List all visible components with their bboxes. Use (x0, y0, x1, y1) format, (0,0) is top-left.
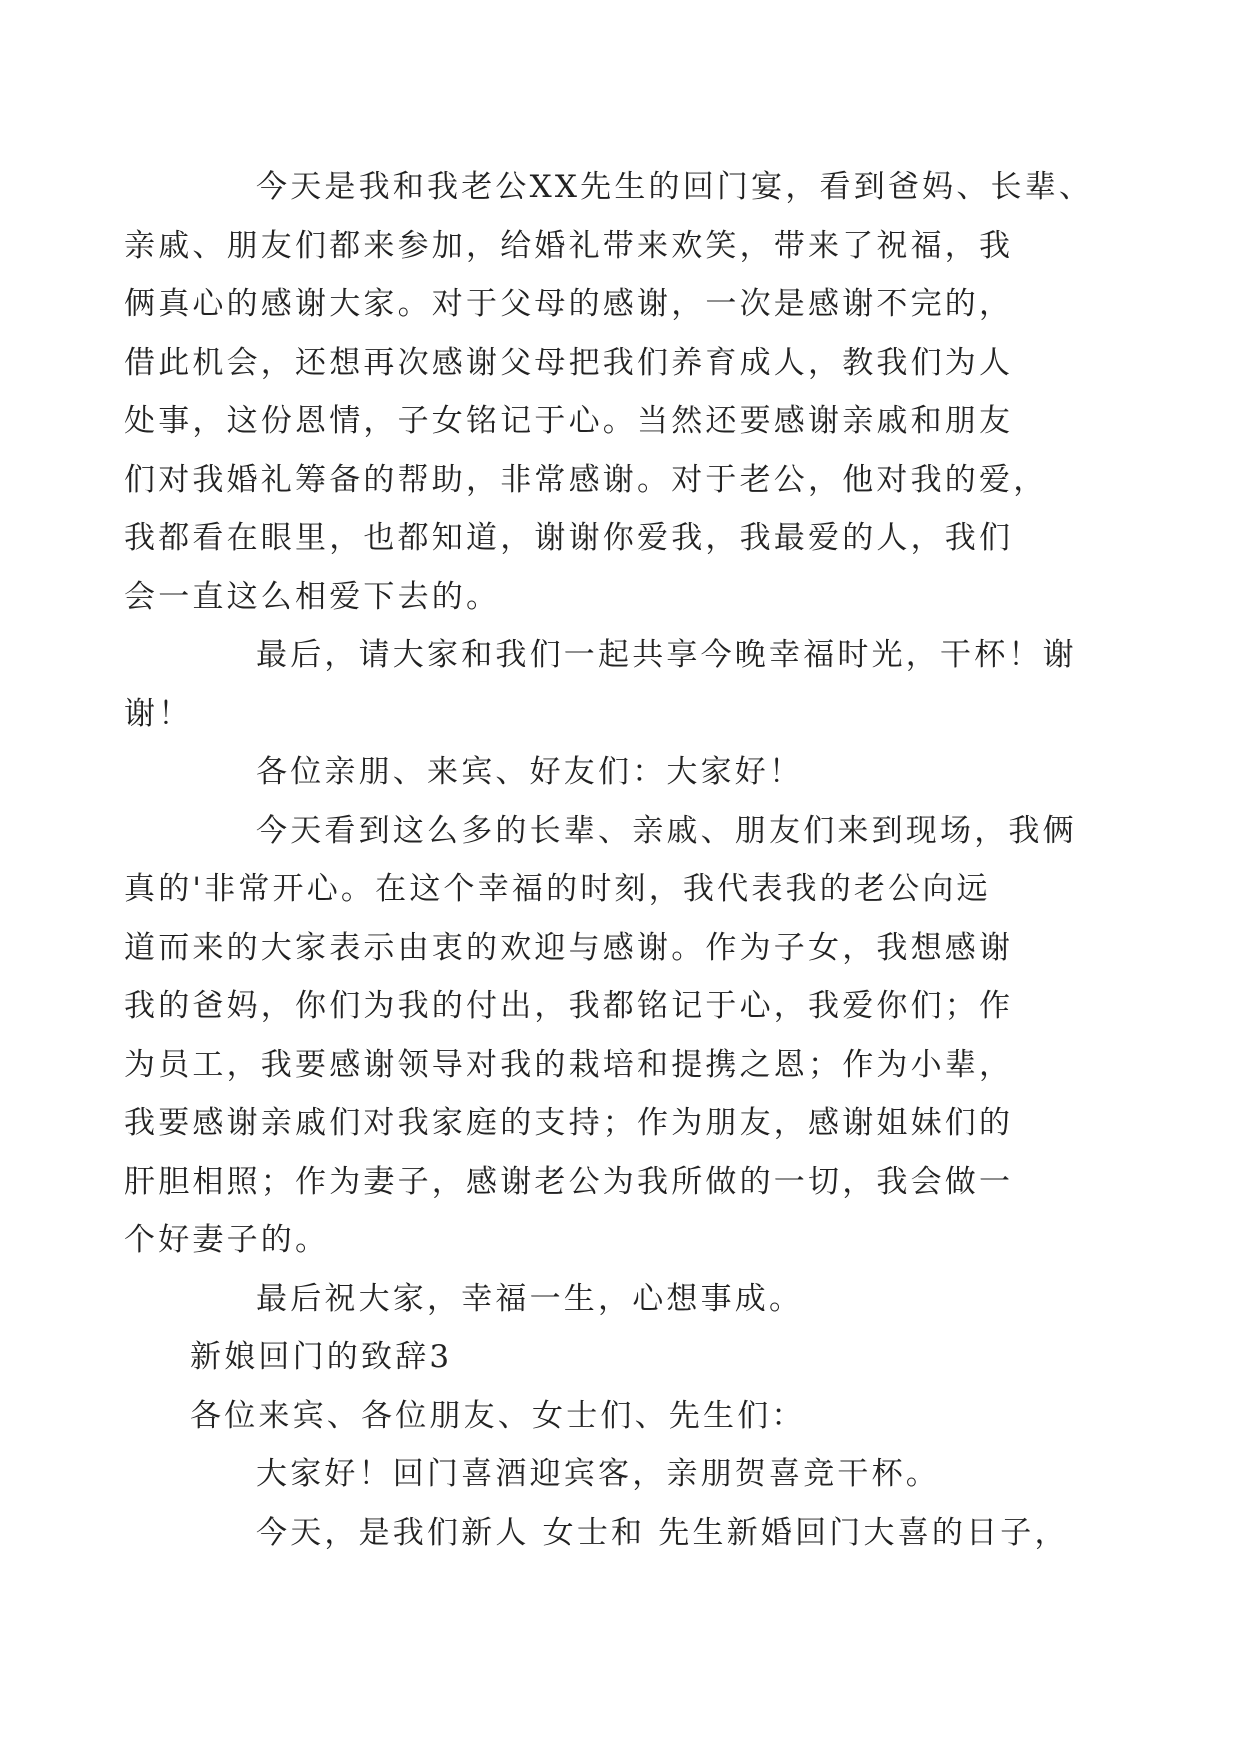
paragraph-welcome (190, 1445, 1070, 1504)
text-line: 道而来的大家表示由衷的欢迎与感谢。作为子女，我想感谢 (124, 929, 1014, 966)
heading-line: 新娘回门的致辞3 (190, 1339, 453, 1375)
paragraph-today (190, 1504, 1070, 1563)
text-line: 我要感谢亲戚们对我家庭的支持；作为朋友，感谢姐妹们的 (124, 1105, 1014, 1141)
document-body (124, 158, 1094, 1562)
paragraph-blessing (190, 1270, 1070, 1329)
text-line: 各位来宾、各位朋友、女士们、先生们： (190, 1397, 806, 1434)
text-line: 各位亲朋、来宾、好友们：大家好！ (256, 754, 804, 790)
paragraph-thanks-all (124, 802, 1077, 1270)
text-line: 我都看在眼里，也都知道，谢谢你爱我，我最爱的人，我们 (124, 520, 1014, 556)
paragraph-thanks-parents (124, 158, 1094, 626)
text-line: 今天看到这么多的长辈、亲戚、朋友们来到现场，我俩 (256, 812, 1077, 849)
text-line: 肝胆相照；作为妻子，感谢老公为我所做的一切，我会做一 (124, 1163, 1014, 1200)
text-line: 最后祝大家，幸福一生，心想事成。 (256, 1280, 804, 1317)
text-line: 今天是我和我老公XX先生的回门宴，看到爸妈、长辈、 (256, 169, 1094, 205)
text-line: 处事，这份恩情，子女铭记于心。当然还要感谢亲戚和朋友 (124, 403, 1014, 439)
text-line: 真的'非常开心。在这个幸福的时刻，我代表我的老公向远 (124, 871, 991, 907)
text-line: 谢！ (124, 695, 193, 732)
text-line: 俩真心的感谢大家。对于父母的感谢，一次是感谢不完的， (124, 286, 1014, 322)
text-line: 会一直这么相爱下去的。 (124, 578, 501, 615)
paragraph-toast (124, 626, 1077, 743)
text-line: 最后，请大家和我们一起共享今晚幸福时光，干杯！谢 (256, 637, 1077, 673)
section-heading (190, 1328, 1070, 1387)
text-line: 个好妻子的。 (124, 1222, 330, 1258)
paragraph-greeting (190, 743, 1070, 802)
text-line: 们对我婚礼筹备的帮助，非常感谢。对于老公，他对我的爱， (124, 461, 1048, 498)
paragraph-salutation (190, 1387, 1070, 1446)
text-line: 借此机会，还想再次感谢父母把我们养育成人，教我们为人 (124, 344, 1014, 381)
text-line: 我的爸妈，你们为我的付出，我都铭记于心，我爱你们；作 (124, 988, 1014, 1024)
text-line: 亲戚、朋友们都来参加，给婚礼带来欢笑，带来了祝福，我 (124, 227, 1014, 264)
text-line: 大家好！回门喜酒迎宾客，亲朋贺喜竞干杯。 (256, 1456, 940, 1492)
text-line: 为员工，我要感谢领导对我的栽培和提携之恩；作为小辈， (124, 1046, 1014, 1083)
text-line: 今天，是我们新人 女士和 先生新婚回门大喜的日子， (256, 1514, 1069, 1551)
